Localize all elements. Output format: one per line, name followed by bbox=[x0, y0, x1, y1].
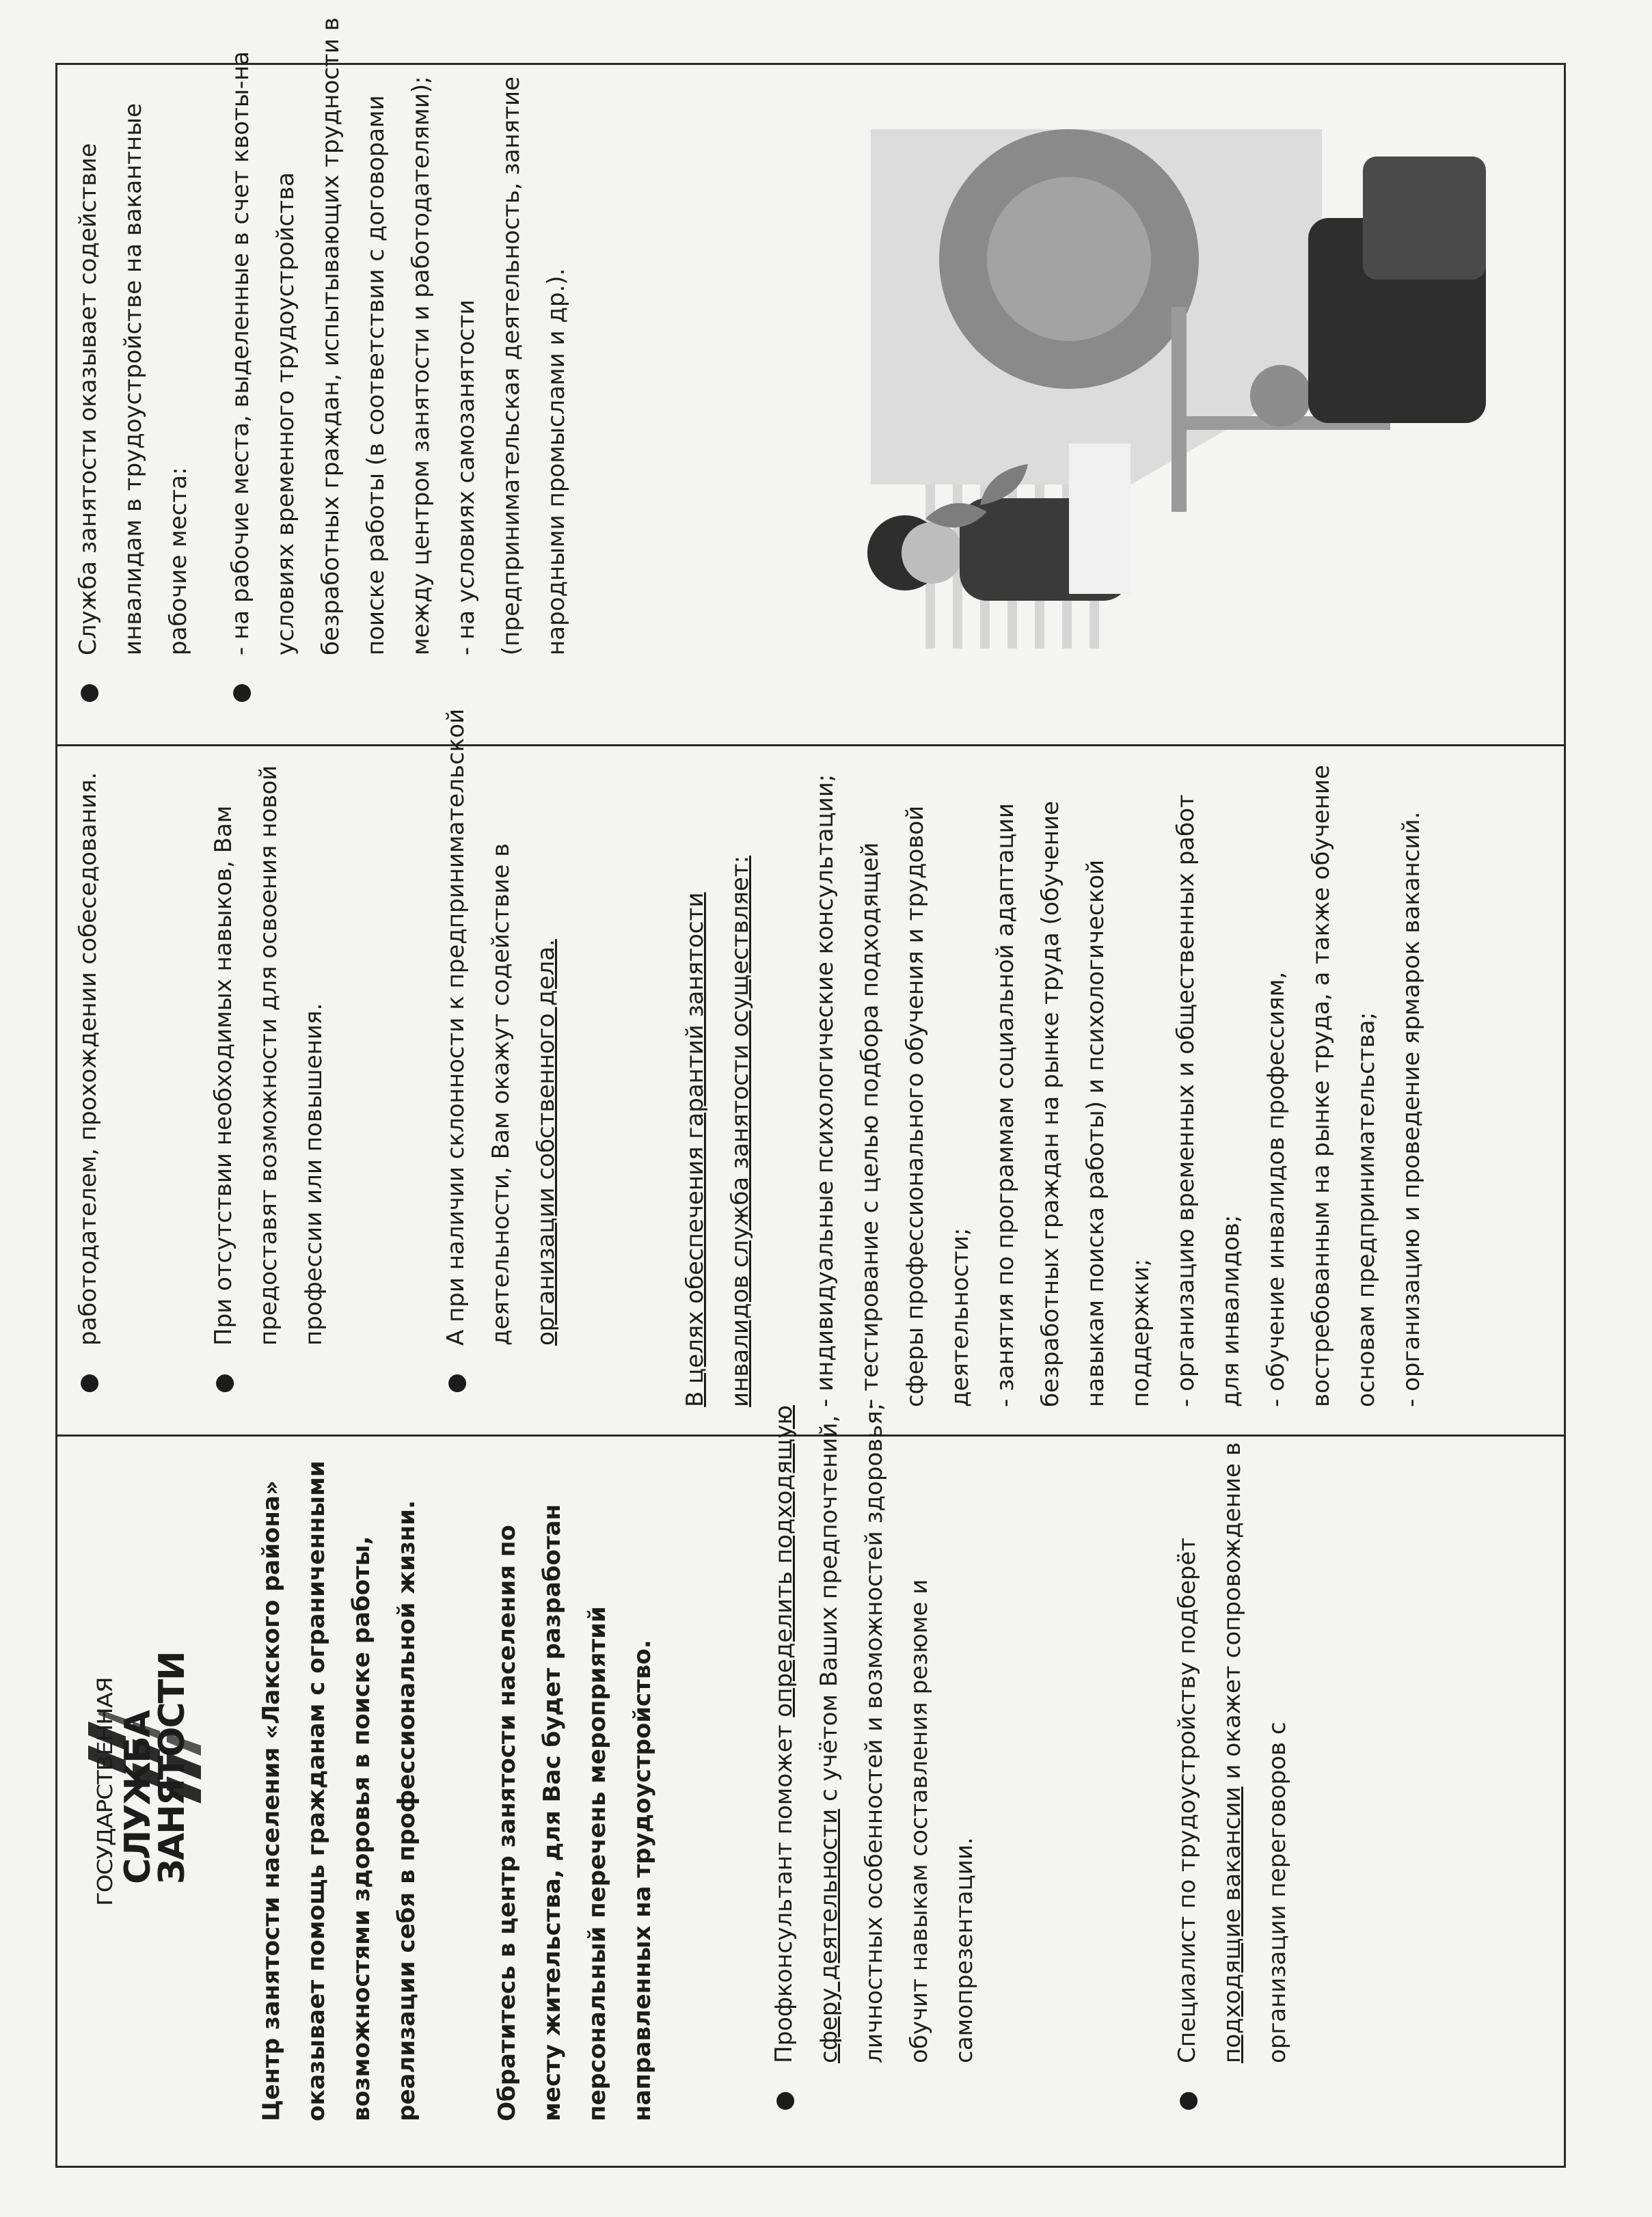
list-item: - занятия по программам социальной адаптации безработных граждан на рынке труда (обучение навыкам поиска работы) и психологической поддержки; bbox=[992, 800, 1154, 1407]
list-item: - организацию временных и общественных работ для инвалидов; bbox=[1172, 794, 1245, 1407]
list-item: - обучение инвалидов профессиям, востребованным на рынке труда, а также обучение основам предпринимательства; bbox=[1262, 765, 1380, 1407]
underlined-phrase: подходящие вакансии bbox=[1219, 1786, 1246, 2063]
logo-line-3: ЗАНЯТОСТИ bbox=[152, 1652, 193, 1884]
appeal-paragraph: Обратитесь в центр занятости населения по месту жительства, для Вас будет разработан персональный перечень мероприятий направленных на трудоустройство. bbox=[493, 1504, 656, 2121]
list-item: - организацию и проведение ярмарок вакансий. bbox=[1398, 811, 1425, 1407]
bullet-text: - на рабочие места, выделенные в счет квоты-на условиях временного трудоустройства безработных граждан, испытывающих трудности в поиске работы (в соответствии с договорами между центром занятости и работодателями); bbox=[227, 17, 435, 655]
bullet-dot: ● bbox=[442, 1373, 470, 1393]
bullet-dot: ● bbox=[227, 683, 254, 703]
bullet-career-consultant bbox=[761, 1380, 987, 2138]
bullet-text: с учётом Ваших предпочтений, личностных особенностей и возможностей здоровья; обучит навыкам составления резюме и самопрезентации. bbox=[815, 1402, 978, 2063]
bullet-dot: ● bbox=[75, 683, 102, 703]
bullet-dot: ● bbox=[770, 2091, 798, 2111]
bullet-dot: ● bbox=[75, 1373, 102, 1393]
underlined-phrase: организации собственного дела. bbox=[532, 939, 560, 1346]
bullet-workplaces bbox=[218, 13, 579, 731]
column-right bbox=[57, 17, 1564, 744]
guarantees-heading: В целях обеспечения гарантий занятости инвалидов служба занятости осуществляет: bbox=[681, 855, 754, 1407]
column-left bbox=[57, 1402, 1564, 2166]
bullet-dot: ● bbox=[210, 1373, 237, 1393]
brochure-frame bbox=[55, 17, 1566, 2168]
bullet-interview bbox=[66, 690, 111, 1421]
underlined-phrase: определить подходящую сферу деятельности bbox=[770, 1405, 843, 2063]
list-item: - тестирование с целью подбора подходящей сферы профессионального обучения и трудовой деятельности; bbox=[856, 805, 974, 1407]
column-middle bbox=[57, 708, 1564, 1434]
logo-line-2: СЛУЖБА bbox=[118, 1711, 159, 1884]
bullet-assistance bbox=[66, 13, 201, 731]
bullet-text: А при наличии склонности к предпринимательской деятельности, Вам окажут содействие в bbox=[442, 708, 515, 1346]
bullet-own-business bbox=[433, 690, 569, 1421]
brochure-page bbox=[29, 17, 1622, 2188]
bullet-text: Специалист по трудоустройству подберёт bbox=[1174, 1537, 1201, 2063]
bullet-text: Профконсультант поможет bbox=[770, 1717, 798, 2063]
bullet-text: и окажет сопровождение в организации переговоров с bbox=[1219, 1442, 1291, 2063]
services-list bbox=[802, 765, 1434, 1407]
bullet-text: работодателем, прохождении собеседования. bbox=[75, 772, 102, 1346]
bullet-text: Служба занятости оказывает содействие инвалидам в трудоустройстве на вакантные рабочие места: bbox=[75, 103, 192, 655]
bullet-text: - на условиях самозанятости (предпринимательская деятельность, занятие народными промыслами и др.). bbox=[452, 76, 570, 655]
bullet-new-profession bbox=[201, 690, 336, 1421]
bullet-dot: ● bbox=[1174, 2091, 1201, 2111]
office-scene-illustration bbox=[843, 115, 1500, 690]
bullet-text: При отсутствии необходимых навыков, Вам предоставят возможности для освоения новой профессии или повышения. bbox=[210, 765, 327, 1346]
bullet-job-specialist bbox=[1165, 1380, 1300, 2138]
employment-service-logo bbox=[85, 1496, 215, 2111]
intro-paragraph: Центр занятости населения «Лакского района» оказывает помощь гражданам с ограниченными возможностями здоровья в поиске работы, реализации себя в профессиональной жизни. bbox=[258, 1460, 420, 2121]
logo-line-1: ГОСУДАРСТВЕННАЯ bbox=[93, 1677, 118, 1906]
list-item: - индивидуальные психологические консультации; bbox=[811, 774, 839, 1407]
